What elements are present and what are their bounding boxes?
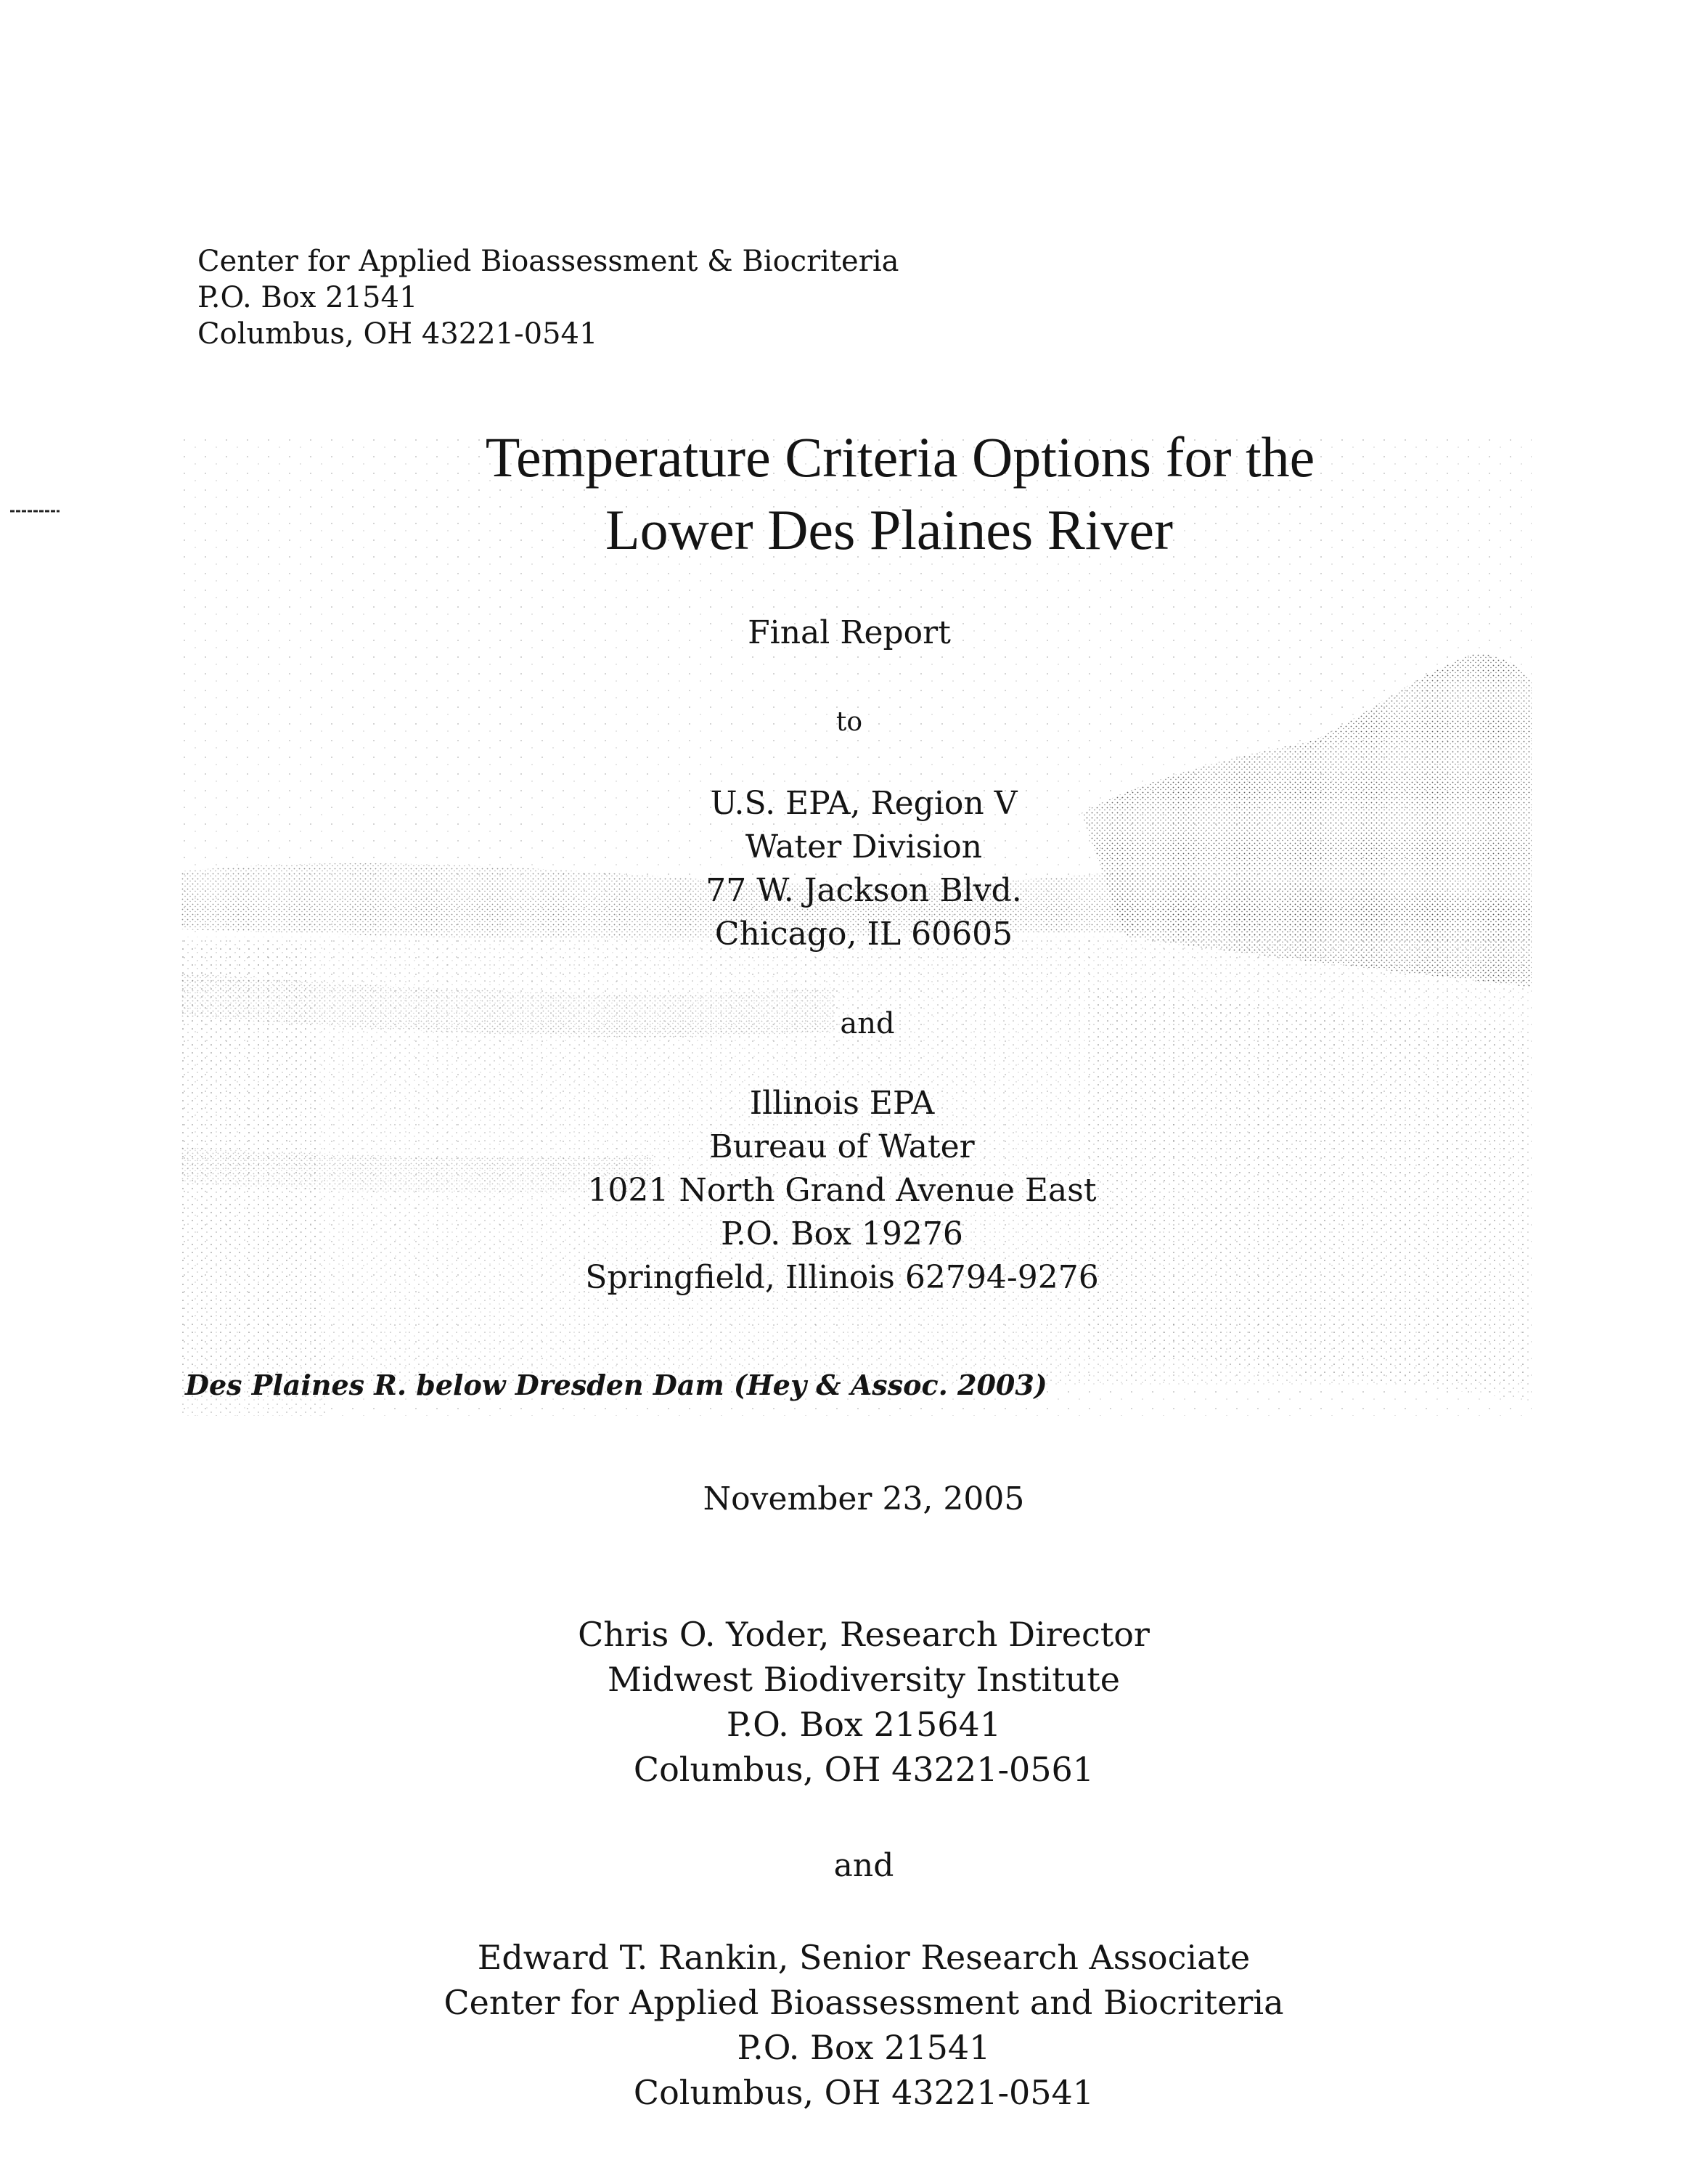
author-1-line: Midwest Biodiversity Institute: [608, 1660, 1120, 1699]
recipient-1-line: 77 W. Jackson Blvd.: [706, 872, 1022, 909]
author-1-line: Chris O. Yoder, Research Director: [578, 1615, 1150, 1654]
recipient-2-line: Illinois EPA: [749, 1085, 935, 1122]
author-1-line: P.O. Box 215641: [726, 1705, 1002, 1744]
recipient-1-line: Water Division: [745, 828, 983, 865]
title-line-2: Lower Des Plaines River: [605, 498, 1173, 561]
title-line-1: Temperature Criteria Options for the: [485, 425, 1315, 489]
report-date: November 23, 2005: [703, 1480, 1025, 1517]
recipient-illinois-epa-block: [0, 1082, 1684, 1300]
photo-caption: Des Plaines R. below Dresden Dam (Hey & Assoc. 2003): [185, 1369, 1047, 1401]
author-2-line: Columbus, OH 43221-0541: [633, 2073, 1095, 2112]
and-connector: and: [840, 1007, 895, 1040]
to-label: to: [835, 707, 863, 737]
author-yoder-block: [0, 1612, 1684, 1792]
issuer-address-block: [197, 243, 899, 352]
issuer-city: Columbus, OH 43221-0541: [197, 317, 598, 351]
report-type-label: Final Report: [748, 614, 951, 651]
author-2-line: Center for Applied Bioassessment and Biocriteria: [444, 1983, 1284, 2022]
author-2-line: Edward T. Rankin, Senior Research Associate: [477, 1938, 1251, 1977]
recipient-1-line: U.S. EPA, Region V: [710, 785, 1018, 822]
recipient-2-line: Springfield, Illinois 62794-9276: [585, 1259, 1099, 1296]
recipient-2-line: P.O. Box 19276: [721, 1215, 963, 1252]
report-title: [0, 421, 1684, 566]
and-connector: and: [833, 1847, 894, 1884]
issuer-po-box: P.O. Box 21541: [197, 281, 418, 314]
author-1-line: Columbus, OH 43221-0561: [633, 1750, 1095, 1789]
recipient-1-line: Chicago, IL 60605: [714, 916, 1013, 953]
recipient-2-line: Bureau of Water: [709, 1128, 975, 1165]
recipient-us-epa-block: [0, 782, 1684, 956]
author-2-line: P.O. Box 21541: [737, 2028, 991, 2067]
recipient-2-line: 1021 North Grand Avenue East: [587, 1172, 1097, 1209]
issuer-name: Center for Applied Bioassessment & Biocriteria: [197, 245, 899, 278]
author-rankin-block: [0, 1935, 1684, 2115]
